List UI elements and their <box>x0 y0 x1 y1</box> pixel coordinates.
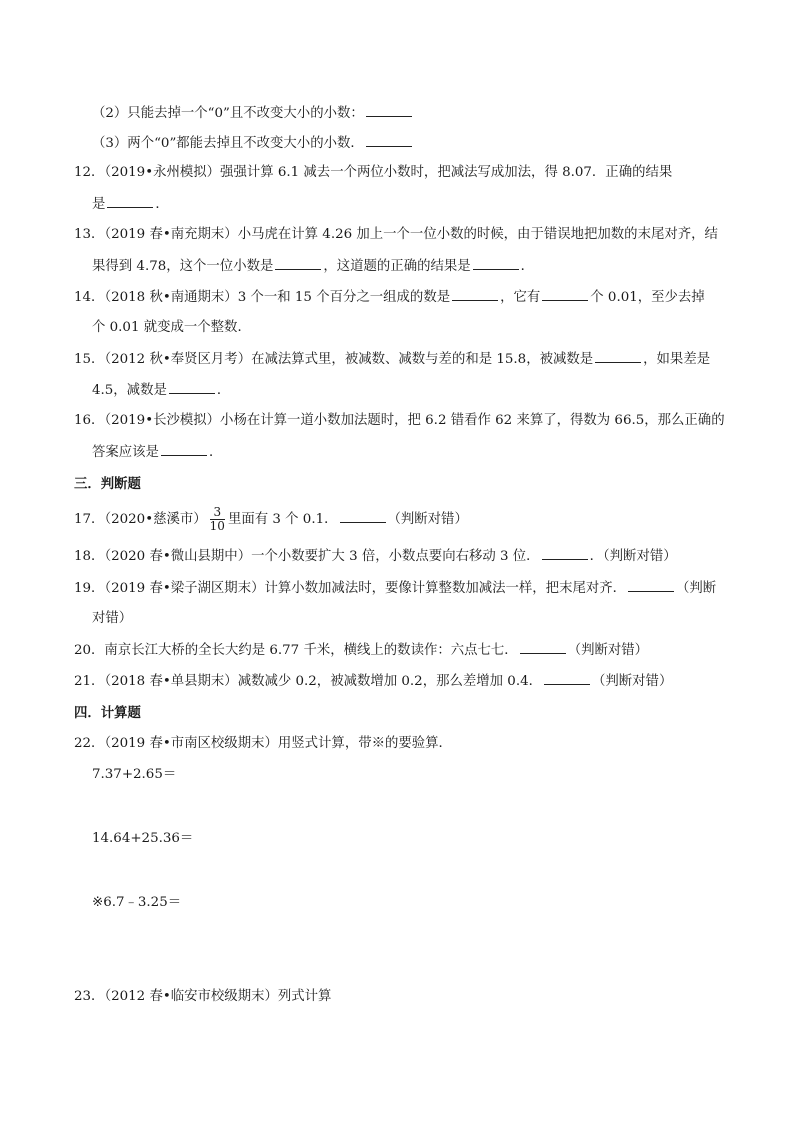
answer-blank[interactable] <box>544 672 590 685</box>
question-12-line-2: 是 ． <box>92 197 169 212</box>
section-heading-calculation: 四．计算题 <box>74 705 141 721</box>
question-20: 20．南京长江大桥的全长大约是 6.77 千米，横线上的数读作：六点七七． （判断对错） <box>74 643 649 658</box>
answer-blank[interactable] <box>161 443 207 456</box>
answer-blank[interactable] <box>542 288 588 301</box>
question-18: 18．（2020 春•微山县期中）一个小数要扩大 3 倍，小数点要向右移动 3 位． ．（判断对错） <box>74 549 677 564</box>
question-17: 17．（2020•慈溪市） $\frac{3}{10}$ 里面有 3 个 0.1． （判断对错） <box>74 505 468 533</box>
question-11-part-3: （3）两个“0”都能去掉且不改变大小的小数． <box>92 134 414 153</box>
answer-blank[interactable] <box>169 381 215 394</box>
question-13-line-1: 13．（2019 春•南充期末）小马虎在计算 4.26 加上一个一位小数的时候，由于错误地把加数的末尾对齐，结 <box>74 227 718 242</box>
answer-blank[interactable] <box>366 134 412 147</box>
question-16-line-2: 答案应该是 ． <box>92 445 223 460</box>
fraction: $\frac{3}{10}$ <box>209 505 225 533</box>
question-19-line-1: 19．（2019 春•梁子湖区期末）计算小数加减法时，要像计算整数加减法一样，把末尾对齐． （判断 <box>74 581 717 596</box>
calc-problem-2: 14.64+25.36＝ <box>92 831 194 846</box>
question-15-line-2: 4.5，减数是 ． <box>92 383 231 398</box>
question-12-line-1: 12．（2019•永州模拟）强强计算 6.1 减去一个两位小数时，把减法写成加法，得 8.07．正确的结果 <box>74 165 673 180</box>
question-16-line-1: 16．（2019•长沙模拟）小杨在计算一道小数加法题时，把 6.2 错看作 62 来算了，得数为 66.5，那么正确的 <box>74 413 725 428</box>
answer-blank[interactable] <box>107 195 153 208</box>
answer-blank[interactable] <box>275 257 321 270</box>
question-14-line-1: 14．（2018 秋•南通期末）3 个一和 15 个百分之一组成的数是 ，它有 个 0.01，至少去掉 <box>74 290 705 305</box>
question-11-part-2: （2）只能去掉一个“0”且不改变大小的小数： <box>92 104 414 123</box>
answer-blank[interactable] <box>452 288 498 301</box>
question-15-line-1: 15．（2012 秋•奉贤区月考）在减法算式里，被减数、减数与差的和是 15.8，被减数是 ，如果差是 <box>74 352 711 367</box>
question-21: 21．（2018 春•单县期末）减数减少 0.2，被减数增加 0.2，那么差增加 0.4． （判断对错） <box>74 674 673 689</box>
question-23: 23．（2012 春•临安市校级期末）列式计算 <box>74 989 332 1004</box>
calc-problem-1: 7.37+2.65＝ <box>92 767 177 782</box>
answer-blank[interactable] <box>595 350 641 363</box>
answer-blank[interactable] <box>473 257 519 270</box>
answer-blank[interactable] <box>628 579 674 592</box>
question-19-line-2: 对错） <box>92 611 133 626</box>
answer-blank[interactable] <box>340 510 386 523</box>
question-14-line-2: 个 0.01 就变成一个整数． <box>92 320 251 335</box>
answer-blank[interactable] <box>520 641 566 654</box>
question-13-line-2: 果得到 4.78，这个一位小数是 ，这道题的正确的结果是 ． <box>92 259 535 274</box>
calc-problem-3: ※6.7﹣3.25＝ <box>92 895 182 910</box>
question-22: 22．（2019 春•市南区校级期末）用竖式计算，带※的要验算． <box>74 736 452 751</box>
answer-blank[interactable] <box>366 104 412 117</box>
section-heading-judgement: 三．判断题 <box>74 476 141 492</box>
answer-blank[interactable] <box>542 547 588 560</box>
